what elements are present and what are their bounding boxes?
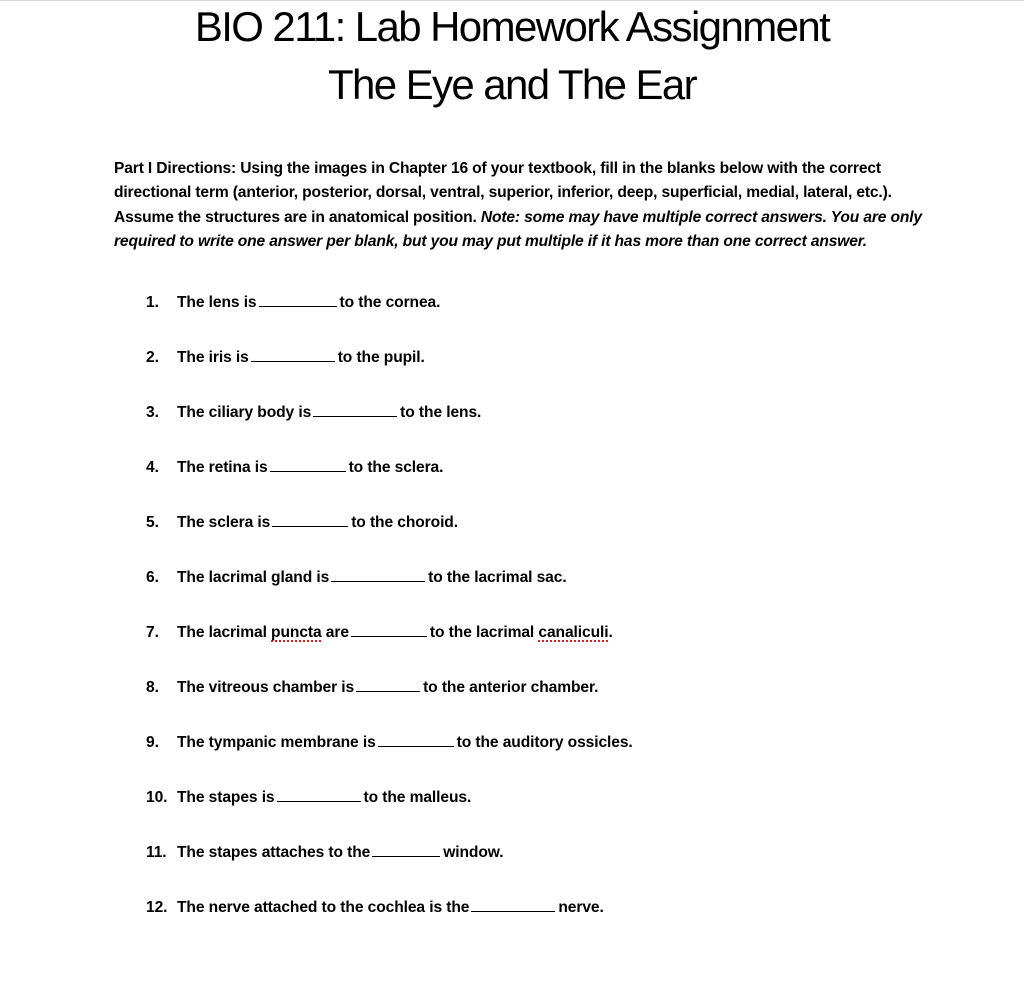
page-subtitle: The Eye and The Ear — [327, 61, 697, 108]
answer-blank[interactable] — [351, 622, 427, 637]
question-10 — [146, 786, 471, 810]
question-text-before: The sclera is — [177, 514, 271, 531]
question-text-after: window. — [443, 844, 504, 861]
question-11 — [146, 841, 503, 865]
directions-text: Part I Directions: Using the images in Chapter 16 of your textbook, fill in the blanks below with the correct directional term (anterior, posterior, dorsal, ventral, superior, inferior, deep, superficial, medial, lateral, etc.). Assume the structures are in anatomical position. — [114, 160, 892, 226]
page-top-border — [0, 0, 1024, 1]
question-text-before: The lacrimal gland is — [177, 569, 330, 586]
question-number: 9. — [146, 734, 159, 751]
question-number: 10. — [146, 789, 168, 806]
question-text-before: The iris is — [177, 349, 249, 366]
question-text-before: The nerve attached to the cochlea is the — [177, 899, 470, 916]
question-number: 6. — [146, 569, 159, 586]
question-4 — [146, 456, 443, 480]
question-number: 4. — [146, 459, 159, 476]
spellcheck-word: canaliculi — [538, 624, 609, 641]
answer-blank[interactable] — [272, 512, 348, 527]
spellcheck-word: puncta — [271, 624, 322, 641]
question-6 — [146, 566, 567, 590]
question-7 — [146, 621, 613, 645]
question-number: 7. — [146, 624, 159, 641]
question-text-after: to the malleus. — [363, 789, 472, 806]
question-text-before: The ciliary body is — [177, 404, 312, 421]
question-9 — [146, 731, 633, 755]
question-5 — [146, 511, 458, 535]
question-number: 2. — [146, 349, 159, 366]
answer-blank[interactable] — [251, 347, 335, 362]
question-text-before: The lens is — [177, 294, 257, 311]
page-title: BIO 211: Lab Homework Assignment — [194, 3, 830, 50]
question-text-after: to the auditory ossicles. — [456, 734, 633, 751]
answer-blank[interactable] — [277, 787, 361, 802]
question-text-after: to the lacrimal — [429, 624, 535, 641]
question-number: 5. — [146, 514, 159, 531]
question-text-before: The vitreous chamber is — [177, 679, 355, 696]
answer-blank[interactable] — [378, 732, 454, 747]
answer-blank[interactable] — [270, 457, 346, 472]
answer-blank[interactable] — [313, 402, 397, 417]
question-text-after: to the lens. — [400, 404, 482, 421]
question-text-before: The stapes attaches to the — [177, 844, 371, 861]
question-text-after: to the lacrimal sac. — [428, 569, 567, 586]
question-12 — [146, 896, 604, 920]
question-text-before: The tympanic membrane is — [177, 734, 376, 751]
question-1 — [146, 291, 440, 315]
question-text-before: The stapes is — [177, 789, 275, 806]
answer-blank[interactable] — [356, 677, 420, 692]
directions-paragraph — [114, 157, 954, 254]
question-3 — [146, 401, 481, 425]
directions-note: Note: some may have multiple correct answers. You are only required to write one answer per blank, but you may put multiple if it has more than one correct answer. — [114, 208, 922, 250]
question-number: 11. — [146, 844, 167, 861]
question-8 — [146, 676, 598, 700]
question-text-after-end: . — [608, 624, 613, 641]
question-number: 12. — [146, 899, 168, 916]
question-text-before: The retina is — [177, 459, 268, 476]
question-text-after: to the pupil. — [337, 349, 425, 366]
question-text-after: to the sclera. — [348, 459, 444, 476]
question-number: 3. — [146, 404, 159, 421]
answer-blank[interactable] — [372, 842, 440, 857]
question-number: 1. — [146, 294, 159, 311]
question-text-before: The lacrimal — [177, 624, 267, 641]
question-text-before-end: are — [325, 624, 349, 641]
answer-blank[interactable] — [331, 567, 425, 582]
answer-blank[interactable] — [471, 897, 555, 912]
question-text-after: nerve. — [558, 899, 604, 916]
question-text-after: to the choroid. — [351, 514, 458, 531]
answer-blank[interactable] — [259, 292, 337, 307]
question-2 — [146, 346, 425, 370]
question-text-after: to the cornea. — [339, 294, 441, 311]
question-number: 8. — [146, 679, 159, 696]
question-text-after: to the anterior chamber. — [423, 679, 599, 696]
